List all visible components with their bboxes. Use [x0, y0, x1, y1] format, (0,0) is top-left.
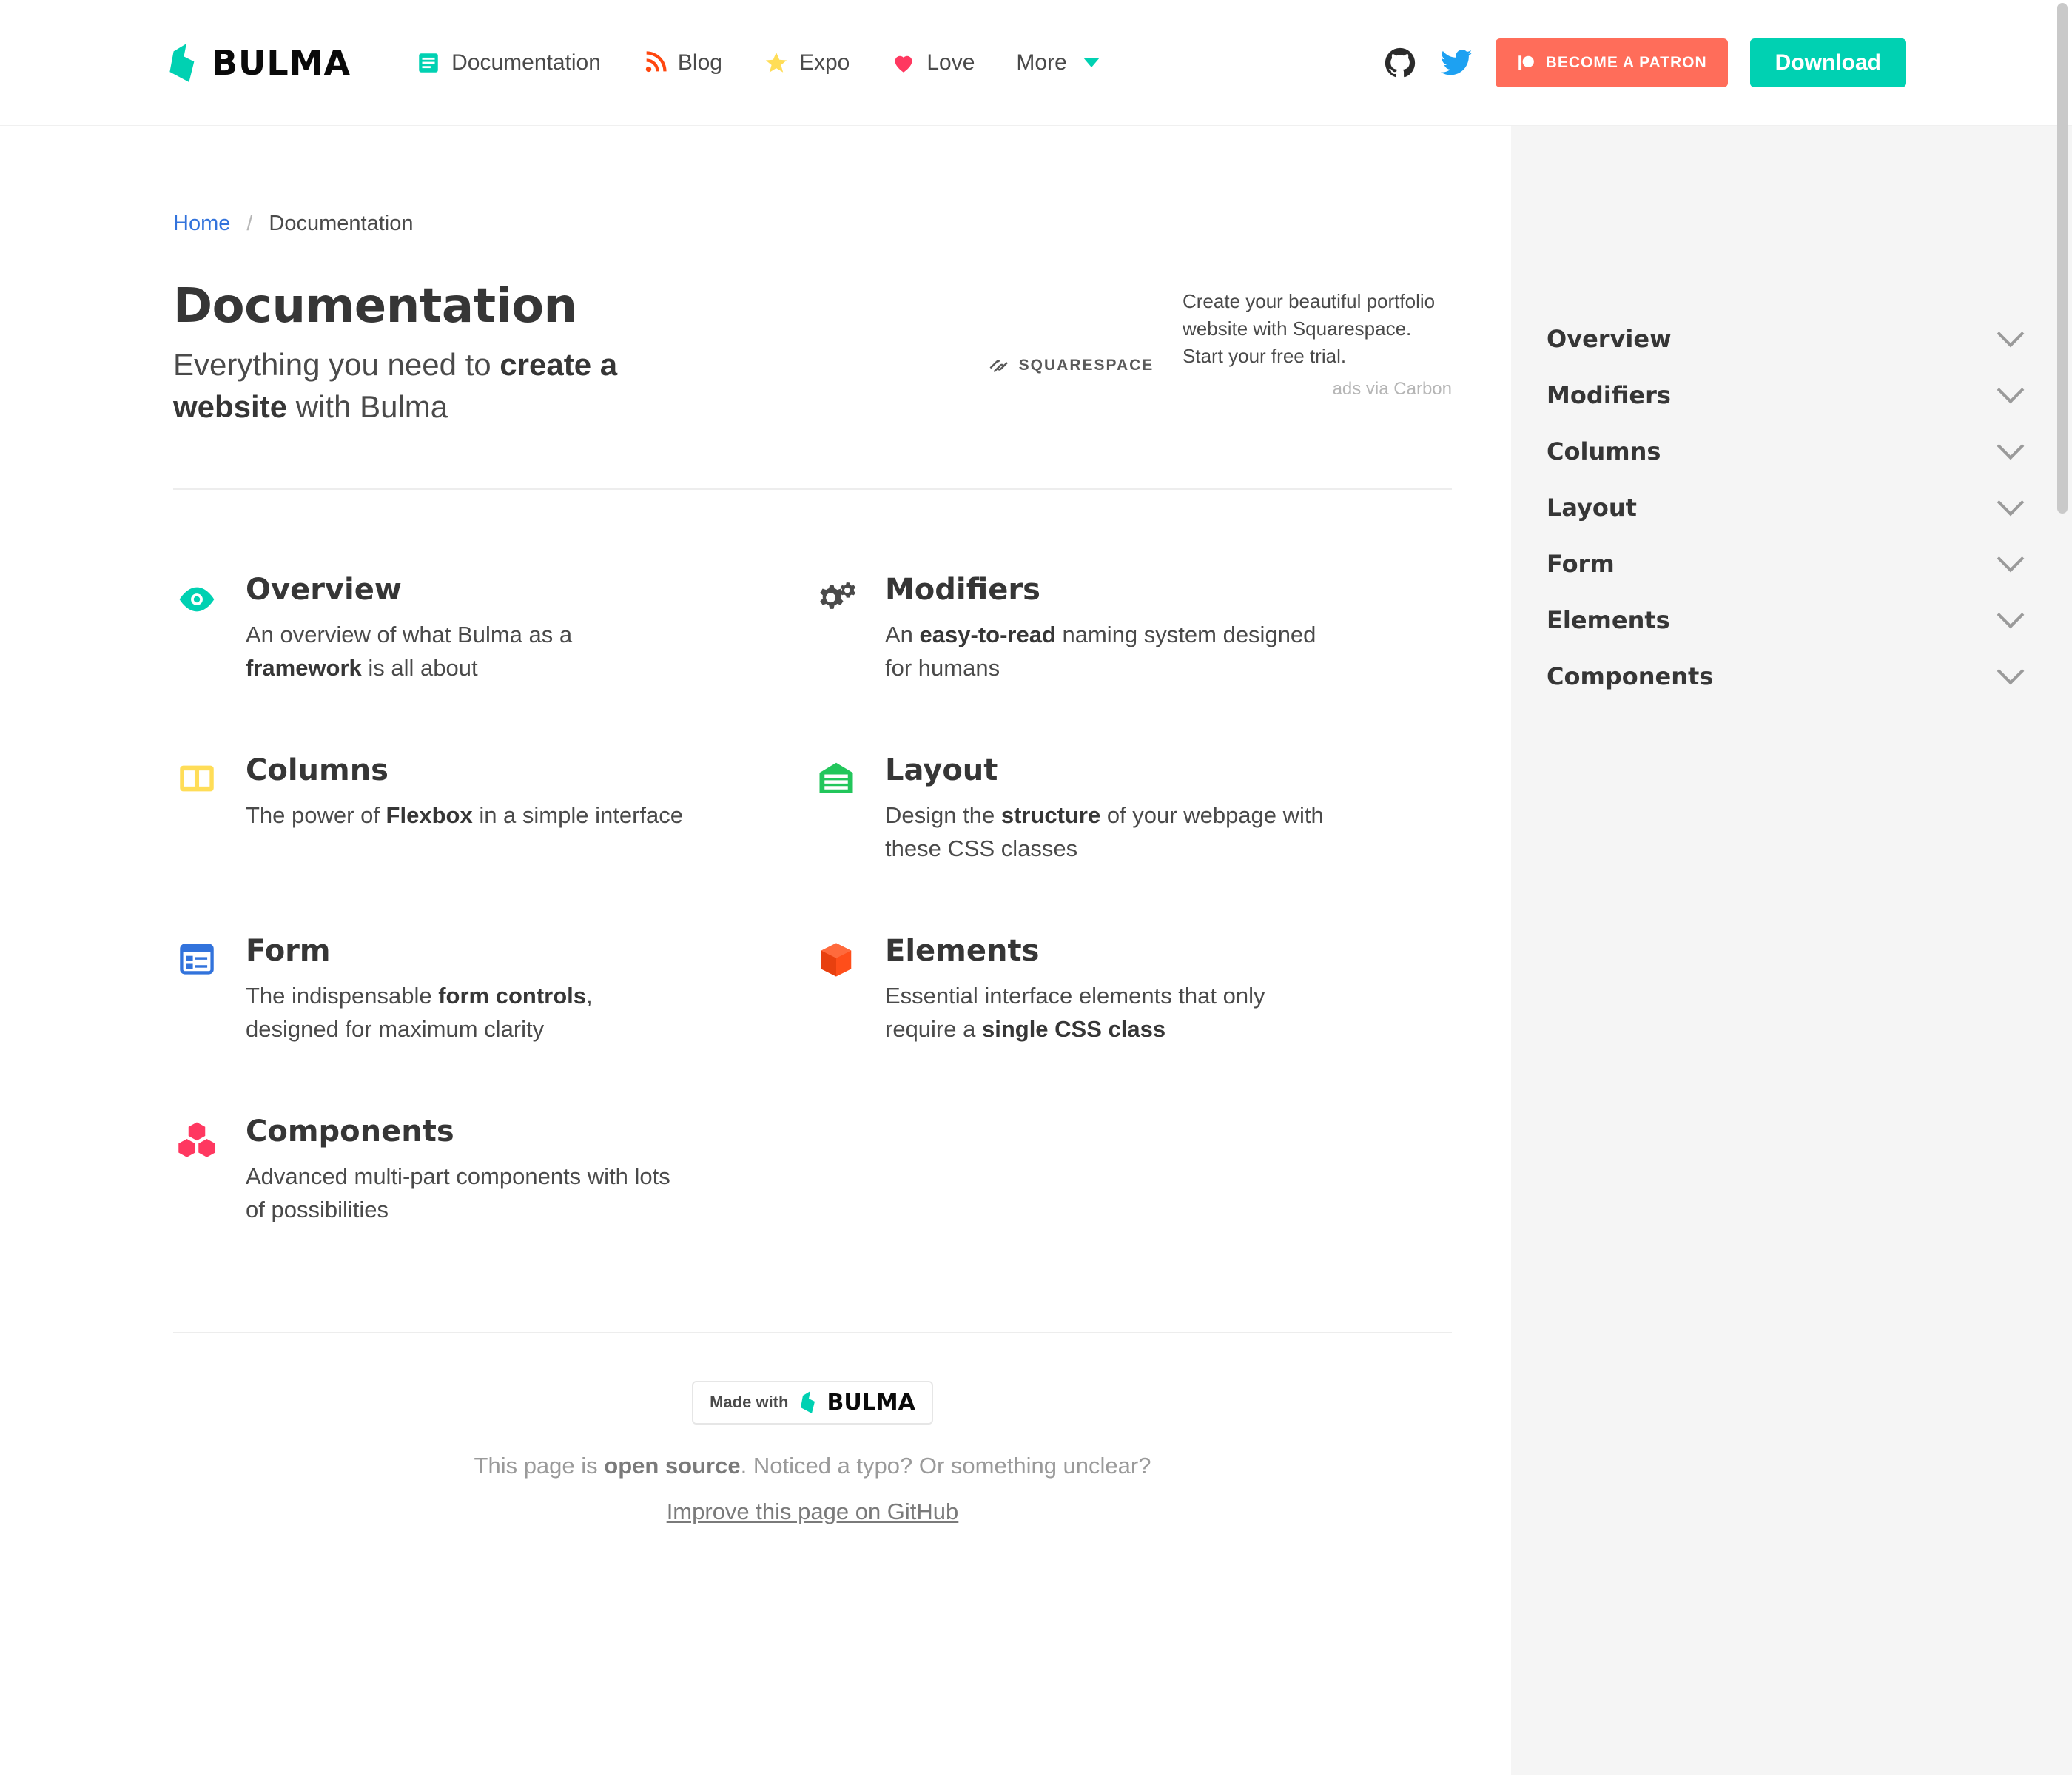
nav-item-blog[interactable]	[622, 50, 743, 75]
sidebar-item-overview[interactable]	[1547, 311, 2020, 367]
breadcrumb	[173, 126, 1452, 236]
nav-item-expo[interactable]	[743, 50, 870, 75]
footer-note-pre: This page is	[474, 1452, 605, 1479]
nav-item-label: More	[1016, 50, 1067, 75]
nav-item-label: Documentation	[451, 50, 601, 75]
breadcrumb-separator: /	[246, 212, 253, 235]
sidebar-item-label: Modifiers	[1547, 381, 1671, 409]
subtitle-post: with Bulma	[287, 388, 448, 424]
desc-pre: Advanced multi-part components with lots of possibilities	[246, 1163, 670, 1222]
doc-card-modifiers[interactable]	[813, 573, 1452, 685]
chevron-down-icon[interactable]	[1997, 602, 2025, 629]
eye-icon	[176, 579, 218, 620]
download-label: Download	[1775, 50, 1881, 75]
desc-pre: An overview of what Bulma as a	[246, 622, 573, 648]
made-with-bulma-badge[interactable]	[692, 1381, 933, 1424]
chevron-down-icon[interactable]	[1997, 658, 2025, 685]
doc-card-title: Layout	[885, 753, 998, 788]
doc-card-desc	[885, 799, 1329, 866]
doc-card-title: Modifiers	[885, 573, 1040, 608]
chevron-down-icon[interactable]	[1997, 489, 2025, 517]
chevron-down-icon[interactable]	[1997, 377, 2025, 404]
desc-post: is all about	[361, 655, 478, 682]
sidebar-item-layout[interactable]	[1547, 480, 2020, 536]
nav-item-label: Blog	[677, 50, 722, 75]
box-icon	[816, 940, 856, 980]
book-icon	[416, 50, 441, 75]
bulma-logo-icon	[166, 44, 197, 82]
doc-card-icon-wrap	[173, 573, 221, 685]
desc-strong: easy-to-read	[919, 622, 1056, 648]
doc-card-desc	[885, 980, 1329, 1046]
subtitle-pre: Everything you need to	[173, 347, 500, 382]
layout-icon	[816, 759, 856, 796]
chevron-down-icon[interactable]	[1997, 433, 2025, 460]
made-with-brand: BULMA	[827, 1389, 915, 1416]
doc-card-title: Components	[246, 1114, 454, 1148]
nav-item-love[interactable]	[870, 50, 995, 75]
nav-item-more[interactable]	[995, 50, 1120, 75]
chevron-down-icon	[1083, 58, 1100, 67]
github-icon[interactable]	[1383, 46, 1417, 80]
doc-card-desc	[246, 980, 690, 1046]
nav-item-documentation[interactable]	[395, 50, 622, 75]
doc-card-grid	[173, 573, 1452, 1295]
navbar	[0, 0, 2072, 126]
doc-card-title: Form	[246, 934, 331, 969]
sidebar-item-elements[interactable]	[1547, 592, 2020, 648]
sidebar-item-form[interactable]	[1547, 536, 2020, 592]
sidebar-item-label: Form	[1547, 550, 1615, 578]
ad-via-label[interactable]: ads via Carbon	[1332, 378, 1452, 399]
sidebar-item-label: Layout	[1547, 494, 1637, 522]
doc-card-desc	[246, 619, 690, 685]
doc-card-elements[interactable]	[813, 934, 1452, 1046]
hero-divider	[173, 488, 1452, 490]
desc-post: in a simple interface	[472, 802, 684, 829]
doc-card-title: Overview	[246, 573, 402, 608]
gears-icon	[813, 579, 859, 622]
ad-text: Create your beautiful portfolio website with Squarespace. Start your free trial.	[1183, 290, 1436, 367]
chevron-down-icon[interactable]	[1997, 320, 2025, 348]
breadcrumb-current: Documentation	[269, 212, 414, 235]
doc-card-desc	[885, 619, 1329, 685]
sidebar-item-modifiers[interactable]	[1547, 367, 2020, 423]
page-title: Documentation	[173, 279, 577, 334]
page-body	[0, 126, 2072, 1775]
doc-card-icon-wrap	[813, 934, 860, 1046]
doc-card-icon-wrap	[173, 1114, 221, 1227]
subtitle-strong: create a website	[173, 347, 618, 424]
ad-sponsor-logo	[978, 288, 1163, 400]
rss-icon	[642, 50, 667, 75]
bulma-logo-icon	[798, 1391, 816, 1413]
hero	[173, 279, 1452, 428]
star-icon	[764, 50, 789, 75]
sidebar-item-label: Overview	[1547, 325, 1672, 353]
desc-post: of your webpage with these CSS classes	[885, 802, 1324, 862]
footer-note	[173, 1453, 1452, 1479]
doc-card-title: Columns	[246, 753, 388, 788]
doc-card-desc	[246, 1160, 690, 1227]
squarespace-icon	[988, 354, 1010, 377]
footer-note-strong: open source	[604, 1452, 741, 1479]
page-subtitle	[173, 344, 706, 428]
carbon-ad[interactable]	[978, 279, 1452, 400]
components-icon	[177, 1120, 217, 1157]
doc-card-form[interactable]	[173, 934, 813, 1046]
become-a-patron-button[interactable]	[1496, 38, 1728, 87]
heart-icon	[891, 50, 916, 75]
footer-note-post: . Noticed a typo? Or something unclear?	[740, 1452, 1151, 1479]
desc-pre: The power of	[246, 802, 386, 829]
form-icon	[178, 940, 216, 978]
sidebar-item-label: Components	[1547, 662, 1714, 690]
page-scrollbar-thumb[interactable]	[2057, 3, 2068, 514]
desc-strong: structure	[1000, 802, 1101, 829]
sidebar-item-label: Columns	[1547, 437, 1661, 465]
patreon-icon	[1516, 53, 1536, 73]
doc-card-icon-wrap	[813, 573, 860, 685]
footer	[173, 1333, 1452, 1525]
sidebar-item-columns[interactable]	[1547, 423, 2020, 480]
sidebar-item-label: Elements	[1547, 606, 1670, 634]
twitter-icon[interactable]	[1439, 46, 1473, 80]
desc-pre: Essential interface elements that only require a	[885, 983, 1265, 1043]
doc-card-icon-wrap	[813, 753, 860, 866]
desc-strong: Flexbox	[386, 802, 473, 829]
desc-pre: An	[885, 622, 920, 648]
improve-page-link[interactable]: Improve this page on GitHub	[666, 1498, 959, 1524]
main-content	[0, 126, 1511, 1775]
desc-post: naming system designed for humans	[885, 622, 1316, 682]
desc-strong: form controls	[438, 983, 587, 1009]
patron-label: BECOME A PATRON	[1545, 53, 1707, 71]
doc-card-overview[interactable]	[173, 573, 813, 685]
navbar-right	[1383, 38, 1906, 87]
doc-card-icon-wrap	[173, 753, 221, 866]
brand-label: BULMA	[212, 42, 352, 83]
desc-strong: single CSS class	[981, 1016, 1166, 1043]
brand[interactable]	[166, 43, 351, 83]
breadcrumb-home[interactable]: Home	[173, 212, 231, 235]
download-button[interactable]	[1750, 38, 1906, 87]
sidebar-item-components[interactable]	[1547, 648, 2020, 704]
desc-pre: Design the	[885, 802, 1001, 829]
doc-card-desc	[246, 799, 683, 832]
made-with-label: Made with	[710, 1393, 789, 1412]
doc-card-layout[interactable]	[813, 753, 1452, 866]
columns-icon	[178, 759, 216, 798]
sidebar	[1511, 126, 2072, 1775]
nav-item-label: Love	[926, 50, 975, 75]
desc-pre: The indispensable	[246, 983, 439, 1009]
desc-strong: framework	[246, 655, 362, 682]
doc-card-title: Elements	[885, 934, 1040, 969]
doc-card-columns[interactable]	[173, 753, 813, 866]
desc-post: , designed for maximum clarity	[246, 983, 593, 1043]
nav-items	[395, 50, 1120, 75]
nav-item-label: Expo	[798, 50, 850, 75]
chevron-down-icon[interactable]	[1997, 545, 2025, 573]
doc-card-icon-wrap	[173, 934, 221, 1046]
doc-card-components[interactable]	[173, 1114, 813, 1227]
ad-sponsor-name: SQUARESPACE	[1018, 357, 1154, 374]
